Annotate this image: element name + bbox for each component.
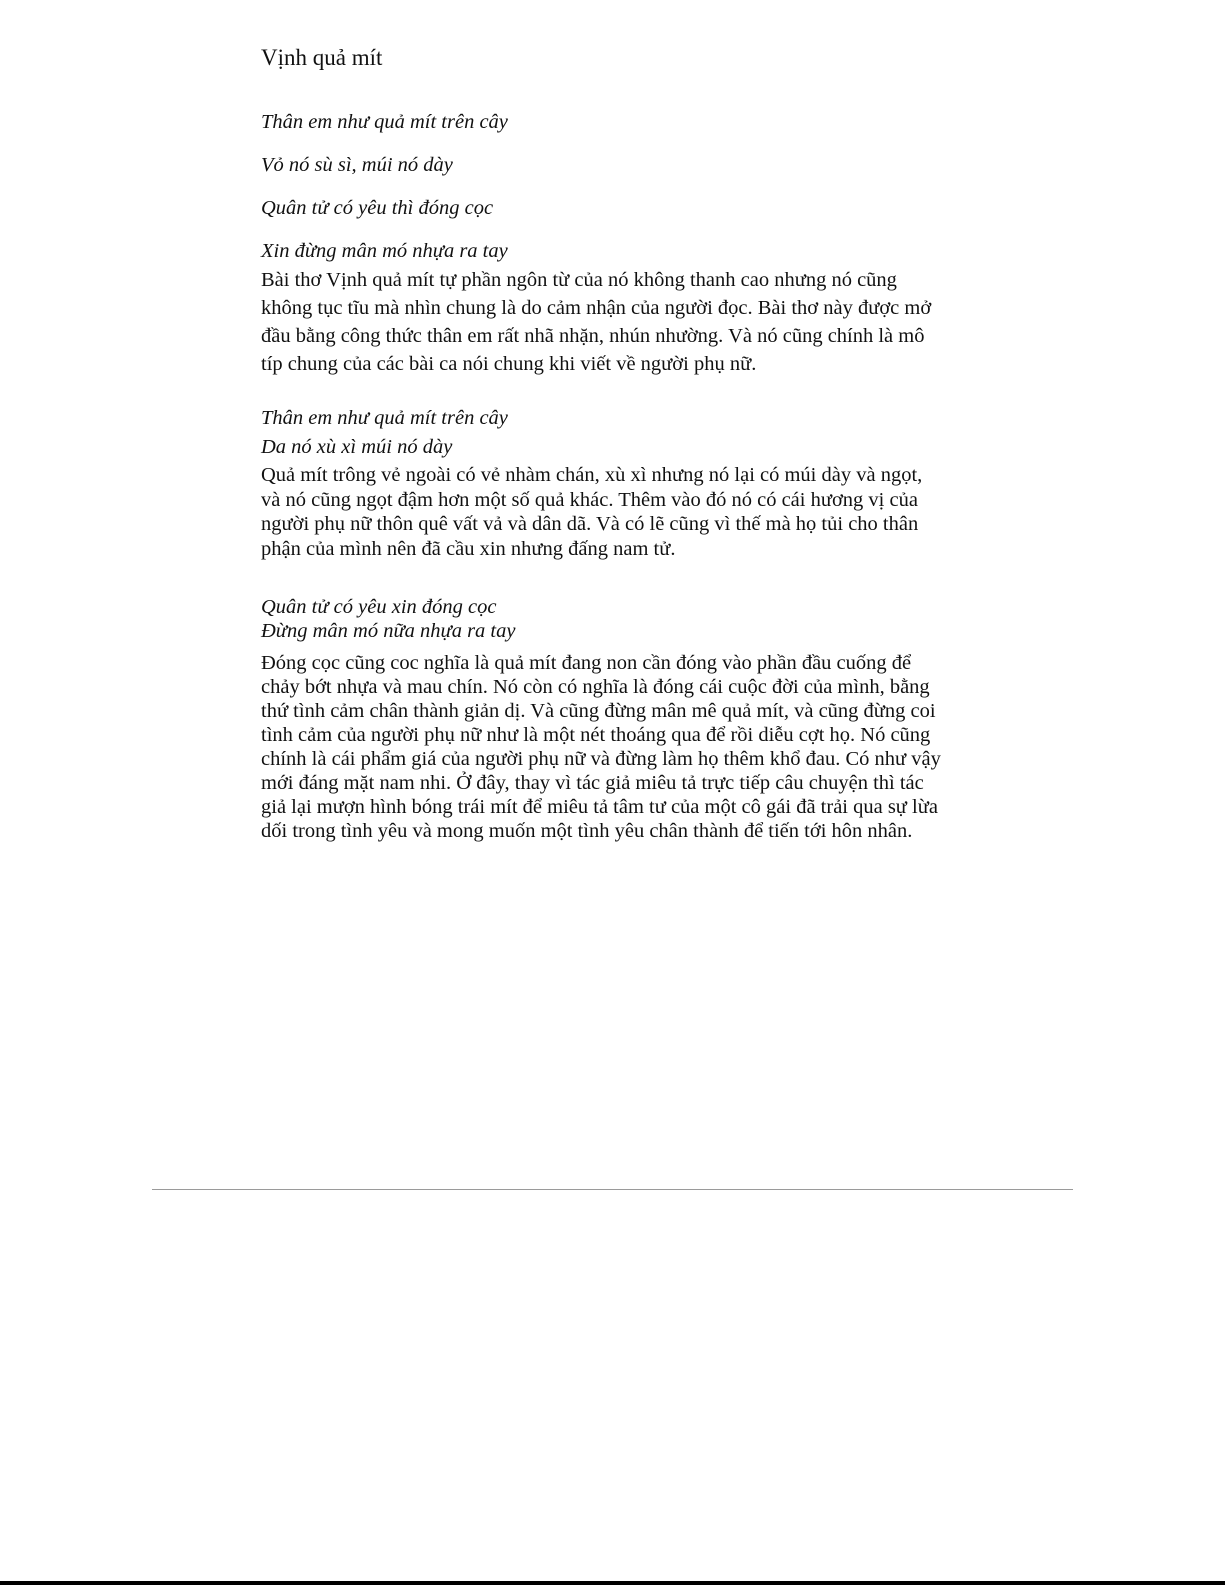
stanza1-line-3: Quân tử có yêu thì đóng cọc bbox=[261, 197, 494, 219]
paragraph-3-line: dối trong tình yêu và mong muốn một tình yêu chân thành để tiến tới hôn nhân. bbox=[261, 820, 913, 842]
paragraph-3-line: thứ tình cảm chân thành giản dị. Và cũng đừng mân mê quả mít, và cũng đừng coi bbox=[261, 700, 936, 722]
stanza2-line-2: Da nó xù xì múi nó dày bbox=[261, 436, 453, 458]
paragraph-3-line: chảy bớt nhựa và mau chín. Nó còn có nghĩa là đóng cái cuộc đời của mình, bằng bbox=[261, 676, 930, 698]
stanza2-line-1: Thân em như quả mít trên cây bbox=[261, 407, 508, 429]
paragraph-2-line: và nó cũng ngọt đậm hơn một số quả khác. Thêm vào đó nó có cái hương vị của bbox=[261, 488, 918, 511]
paragraph-1-line: típ chung của các bài ca nói chung khi viết về người phụ nữ. bbox=[261, 353, 757, 375]
page-bottom-edge bbox=[0, 1581, 1225, 1585]
stanza3-line-2: Đừng mân mó nữa nhựa ra tay bbox=[261, 620, 516, 642]
paragraph-1-line: không tục tĩu mà nhìn chung là do cảm nhận của người đọc. Bài thơ này được mở bbox=[261, 297, 932, 319]
paragraph-3-line: giả lại mượn hình bóng trái mít để miêu tả tâm tư của một cô gái đã trải qua sự lừa bbox=[261, 796, 938, 818]
paragraph-2 bbox=[261, 463, 961, 561]
document-title: Vịnh quả mít bbox=[261, 45, 383, 70]
paragraph-2-line: phận của mình nên đã cầu xin nhưng đấng nam tử. bbox=[261, 537, 676, 560]
paragraph-3-line: mới đáng mặt nam nhi. Ở đây, thay vì tác giả miêu tả trực tiếp câu chuyện thì tác bbox=[261, 772, 924, 794]
page-divider bbox=[152, 1189, 1073, 1190]
paragraph-3-line: Đóng cọc cũng coc nghĩa là quả mít đang non cần đóng vào phần đầu cuống để bbox=[261, 652, 912, 674]
paragraph-1-line: Bài thơ Vịnh quả mít tự phần ngôn từ của nó không thanh cao nhưng nó cũng bbox=[261, 269, 897, 291]
paragraph-3-line: tình cảm của người phụ nữ như là một nét thoáng qua để rồi diễu cợt họ. Nó cũng bbox=[261, 724, 931, 746]
stanza3-line-1: Quân tử có yêu xin đóng cọc bbox=[261, 596, 497, 618]
paragraph-2-line: Quả mít trông vẻ ngoài có vẻ nhàm chán, xù xì nhưng nó lại có múi dày và ngọt, bbox=[261, 464, 923, 486]
paragraph-3 bbox=[261, 651, 961, 843]
paragraph-2-line: người phụ nữ thôn quê vất vả và dân dã. Và có lẽ cũng vì thế mà họ tủi cho thân bbox=[261, 513, 919, 535]
paragraph-1 bbox=[261, 266, 961, 378]
stanza1-line-1: Thân em như quả mít trên cây bbox=[261, 111, 508, 133]
stanza1-line-4: Xin đừng mân mó nhựa ra tay bbox=[261, 240, 508, 262]
paragraph-1-line: đầu bằng công thức thân em rất nhã nhặn, nhún nhường. Và nó cũng chính là mô bbox=[261, 325, 925, 347]
stanza1-line-2: Vỏ nó sù sì, múi nó dày bbox=[261, 154, 453, 176]
paragraph-3-line: chính là cái phẩm giá của người phụ nữ và đừng làm họ thêm khổ đau. Có như vậy bbox=[261, 748, 941, 770]
